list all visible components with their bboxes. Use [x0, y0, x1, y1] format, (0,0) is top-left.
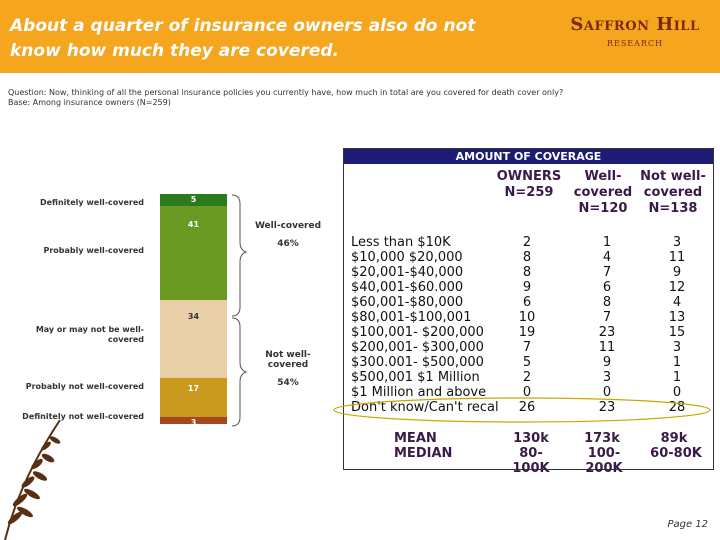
category-label: Definitely not well-covered: [22, 412, 144, 421]
row-label: Less than $10K: [351, 235, 451, 250]
row-value: 6: [522, 295, 532, 310]
mean-owners: 130k: [513, 431, 549, 446]
page-number: Page 12: [667, 519, 708, 530]
row-value: 8: [522, 265, 532, 280]
row-label: $300.001- $500,000: [351, 355, 484, 370]
mean-notwell: 89k: [660, 431, 688, 446]
row-value: 11: [598, 340, 616, 355]
col-header-owners: [484, 169, 574, 201]
fern-decoration: [0, 400, 90, 540]
col-line: covered: [573, 185, 633, 200]
row-value: 10: [518, 310, 536, 325]
base-line: Base: Among insurance owners (N=259): [8, 98, 171, 107]
row-value: 1: [672, 370, 682, 385]
bar-segment: [160, 194, 227, 206]
row-value: 3: [602, 370, 612, 385]
row-value: 1: [602, 235, 612, 250]
row-label: $500,001 $1 Million: [351, 370, 480, 385]
table-row: [344, 355, 704, 370]
row-value: 26: [518, 400, 536, 415]
question-line: Question: Now, thinking of all the personal insurance policies you currently have, how much in total are you covered for death cover only?: [8, 88, 564, 97]
row-value: 23: [598, 325, 616, 340]
row-value: 9: [672, 265, 682, 280]
col-line: OWNERS: [496, 169, 562, 184]
median-label: MEDIAN: [394, 446, 453, 461]
bar-value-label: 5: [190, 195, 197, 204]
group-label-well-covered: [248, 221, 328, 249]
row-label: $1 Million and above: [351, 385, 487, 400]
row-value: 1: [672, 355, 682, 370]
row-value: 3: [672, 340, 682, 355]
median-well: 100-200K: [585, 446, 623, 476]
row-value: 2: [522, 370, 532, 385]
table-row: [344, 370, 704, 385]
table-row: [344, 340, 704, 355]
row-value: 12: [668, 280, 686, 295]
category-label: Probably well-covered: [43, 246, 144, 255]
group-value: 54%: [277, 378, 299, 388]
row-label: $20,001-$40,000: [351, 265, 464, 280]
bar-segment: [160, 300, 227, 378]
table-row: [344, 295, 704, 310]
highlight-oval: [330, 396, 715, 424]
row-value: 15: [668, 325, 686, 340]
table-title: AMOUNT OF COVERAGE: [344, 149, 713, 164]
row-label: $80,001-$100,001: [351, 310, 472, 325]
row-value: 2: [522, 235, 532, 250]
row-value: 11: [668, 250, 686, 265]
category-label: May or may not be well-covered: [35, 325, 144, 344]
bar-value-label: 34: [187, 311, 200, 321]
row-value: 9: [602, 355, 612, 370]
row-value: 0: [602, 385, 612, 400]
row-label: $200,001- $300,000: [351, 340, 484, 355]
median-notwell: 60-80K: [650, 446, 702, 461]
row-value: 8: [522, 250, 532, 265]
row-value: 28: [668, 400, 686, 415]
col-line: Well-: [584, 169, 622, 184]
row-value: 3: [672, 235, 682, 250]
col-line: covered: [643, 185, 703, 200]
brand-sub: research: [606, 35, 664, 49]
question-text: [8, 88, 708, 108]
col-line: Not well-: [640, 169, 706, 184]
bar-value-label: 41: [187, 219, 200, 229]
row-value: 7: [522, 340, 532, 355]
row-value: 23: [598, 400, 616, 415]
row-value: 4: [602, 250, 612, 265]
table-row: [344, 310, 704, 325]
row-label: Don't know/Can't recal: [351, 400, 499, 415]
group-name: Not well-covered: [265, 350, 311, 370]
row-value: 7: [602, 265, 612, 280]
category-label: Probably not well-covered: [25, 382, 144, 391]
brand-name: Saffron Hill: [570, 14, 700, 35]
row-value: 7: [602, 310, 612, 325]
bar-segment: [160, 417, 227, 428]
brand-logo: [560, 14, 710, 49]
mean-well: 173k: [584, 431, 620, 446]
row-value: 5: [522, 355, 532, 370]
header-band: [0, 0, 720, 73]
col-line: N=138: [648, 201, 698, 216]
page-title: About a quarter of insurance owners also do not know how much they are covered.: [10, 16, 476, 61]
row-label: $100,001- $200,000: [351, 325, 484, 340]
median-owners: 80-100K: [512, 446, 550, 476]
group-name: Well-covered: [254, 221, 322, 231]
row-value: 13: [668, 310, 686, 325]
row-label: $60,001-$80,000: [351, 295, 464, 310]
row-label: $40,001-$60.000: [351, 280, 464, 295]
table-row: [344, 250, 704, 265]
group-value: 46%: [277, 239, 299, 249]
row-value: 0: [522, 385, 532, 400]
row-label: $10,000 $20,000: [351, 250, 463, 265]
row-value: 0: [672, 385, 682, 400]
table-row: [344, 325, 704, 340]
category-label: Definitely well-covered: [39, 198, 144, 207]
mean-label: MEAN: [394, 431, 437, 446]
bar-value-label: 3: [190, 418, 197, 428]
table-row: [344, 280, 704, 295]
col-line: N=259: [504, 185, 554, 200]
bar-segment: [160, 206, 227, 300]
col-header-notwell: [637, 169, 709, 217]
col-line: N=120: [578, 201, 628, 216]
row-value: 8: [602, 295, 612, 310]
row-value: 9: [522, 280, 532, 295]
row-value: 19: [518, 325, 536, 340]
row-value: 4: [672, 295, 682, 310]
bar-value-label: 17: [187, 383, 200, 393]
col-header-well: [572, 169, 634, 217]
row-value: 6: [602, 280, 612, 295]
bar-segment: [160, 378, 227, 417]
table-row: [344, 235, 704, 250]
group-label-not-well-covered: [248, 350, 328, 388]
table-row: [344, 265, 704, 280]
